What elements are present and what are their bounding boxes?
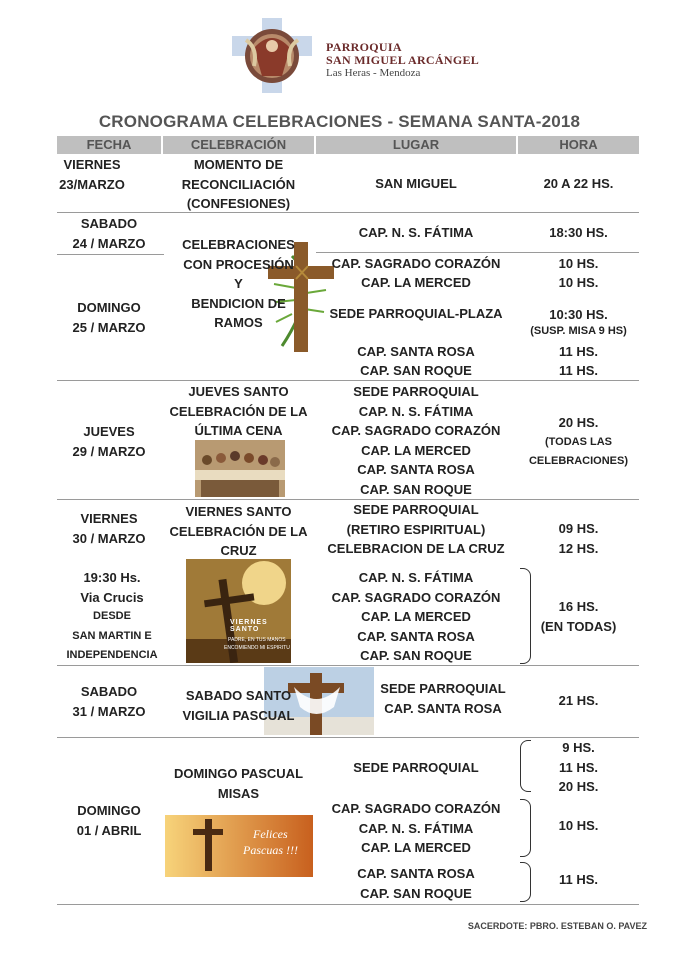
r3-hora-4: 11 HS. xyxy=(558,363,599,378)
good-friday-quote-1: PADRE, EN TUS MANOS xyxy=(228,637,286,643)
row-separator xyxy=(57,904,639,905)
r2-lugar: CAP. N. S. FÁTIMA xyxy=(358,225,474,240)
r3-lugar-3: CAP. SANTA ROSA xyxy=(357,344,475,359)
r6-hora: 21 HS. xyxy=(558,693,599,708)
last-supper-image xyxy=(195,440,285,497)
r6-lugares: SEDE PARROQUIAL CAP. SANTA ROSA xyxy=(380,681,506,716)
parish-location: Las Heras - Mendoza xyxy=(326,67,421,79)
row-separator xyxy=(316,252,639,253)
r4-celebracion: JUEVES SANTO CELEBRACIÓN DE LA ÚLTIMA CENA xyxy=(169,384,308,438)
r1-celebracion: MOMENTO DE RECONCILIACIÓN (CONFESIONES) xyxy=(181,157,296,211)
parish-name-block xyxy=(326,41,479,80)
good-friday-caption: VIERNES SANTO xyxy=(230,619,268,633)
parish-name: PARROQUIA xyxy=(326,40,402,54)
r1-hora: 20 A 22 HS. xyxy=(543,176,614,191)
r7-fecha: DOMINGO 01 / ABRIL xyxy=(76,803,142,838)
r5-hora2: 16 HS. (EN TODAS) xyxy=(540,599,617,634)
r7-hora-c: 11 HS. xyxy=(558,872,599,887)
r3-hora-1: 10 HS. xyxy=(558,275,599,290)
easter-caption-1: Felices xyxy=(253,827,288,841)
page-title: CRONOGRAMA CELEBRACIONES - SEMANA SANTA-2018 xyxy=(98,112,581,131)
r3-lugar-4: CAP. SAN ROQUE xyxy=(360,363,472,378)
r7-lugares-c: CAP. SANTA ROSA CAP. SAN ROQUE xyxy=(357,866,475,901)
r3-nota: (SUSP. MISA 9 HS) xyxy=(530,325,627,337)
r1-lugar: SAN MIGUEL xyxy=(375,176,457,191)
r5-celebracion: VIERNES SANTO CELEBRACIÓN DE LA CRUZ xyxy=(169,504,308,558)
r4-hora: 20 HS. (TODAS LAS CELEBRACIONES) xyxy=(528,415,628,467)
row-separator xyxy=(57,254,164,255)
header-fecha: FECHA xyxy=(57,136,161,154)
r4-fecha: JUEVES 29 / MARZO xyxy=(72,424,146,459)
r7-horas-a: 9 HS. 11 HS. 20 HS. xyxy=(558,740,599,794)
parish-logo xyxy=(232,18,312,93)
header-lugar: LUGAR xyxy=(316,136,516,154)
r3-hora-3: 11 HS. xyxy=(558,344,599,359)
good-friday-quote-2: ENCOMIENDO MI ESPIRITU xyxy=(224,645,290,651)
parish-saint: SAN MIGUEL ARCÁNGEL xyxy=(326,53,480,67)
footer-priest: SACERDOTE: PBRO. ESTEBAN O. PAVEZ xyxy=(467,921,647,931)
r3-hora-0: 10 HS. xyxy=(558,256,599,271)
r3-celebracion: CELEBRACIONES CON PROCESIÓN Y BENDICION DE RAMOS xyxy=(182,237,295,330)
r5-via-crucis: 19:30 Hs. Via Crucis DESDE SAN MARTIN E INDEPENDENCIA xyxy=(66,570,158,661)
easter-caption-2: Pascuas !!! xyxy=(243,843,298,857)
r3-lugar-0: CAP. SAGRADO CORAZÓN xyxy=(331,256,501,271)
r2-fecha: SABADO 24 / MARZO xyxy=(72,216,146,251)
row-separator xyxy=(57,212,639,213)
header-celebracion: CELEBRACIÓN xyxy=(163,136,314,154)
r7-hora-b: 10 HS. xyxy=(558,818,599,833)
header-hora: HORA xyxy=(518,136,639,154)
good-friday-image xyxy=(186,559,291,663)
r7-lugar-a: SEDE PARROQUIAL xyxy=(353,760,479,775)
r3-fecha: DOMINGO 25 / MARZO xyxy=(72,300,146,335)
r3-lugar-1: CAP. LA MERCED xyxy=(361,275,471,290)
r5-fecha: VIERNES 30 / MARZO xyxy=(72,511,146,546)
r7-lugares-b: CAP. SAGRADO CORAZÓN CAP. N. S. FÁTIMA CAP. LA MERCED xyxy=(331,801,501,855)
r5-lugares2: CAP. N. S. FÁTIMA CAP. SAGRADO CORAZÓN CAP. LA MERCED CAP. SANTA ROSA CAP. SAN ROQUE xyxy=(331,570,501,663)
r5-lugares: SEDE PARROQUIAL (RETIRO ESPIRITUAL) CELEBRACION DE LA CRUZ xyxy=(327,502,505,556)
r2-hora: 18:30 HS. xyxy=(549,225,608,240)
r6-celebracion: SABADO SANTO VIGILIA PASCUAL xyxy=(182,688,295,723)
easter-image xyxy=(165,805,313,877)
r6-fecha: SABADO 31 / MARZO xyxy=(72,684,146,719)
r4-lugares: SEDE PARROQUIAL CAP. N. S. FÁTIMA CAP. SAGRADO CORAZÓN CAP. LA MERCED CAP. SANTA ROSA CAP. SAN ROQUE xyxy=(331,384,501,497)
r7-celebracion: DOMINGO PASCUAL MISAS xyxy=(173,766,304,801)
r5-horas: 09 HS. 12 HS. xyxy=(558,521,599,556)
r1-fecha: VIERNES 23/MARZO xyxy=(59,157,125,192)
r3-lugar-2: SEDE PARROQUIAL-PLAZA xyxy=(329,306,503,321)
r3-hora-2: 10:30 HS. xyxy=(549,307,608,322)
